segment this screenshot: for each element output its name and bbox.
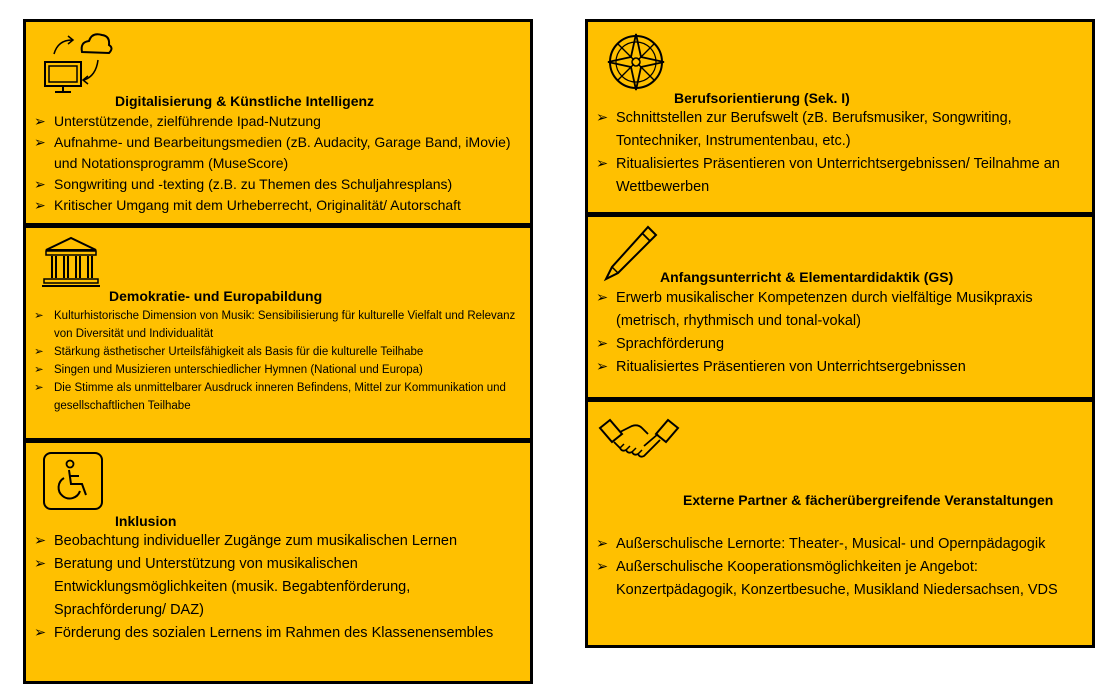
panel-title: Externe Partner & fächerübergreifende Veranstaltungen	[683, 492, 1054, 508]
panel-title: Demokratie- und Europabildung	[109, 288, 323, 304]
arrow-bullet-icon: ➢	[34, 382, 44, 394]
arrow-bullet-icon: ➢	[34, 533, 47, 549]
list-item: ➢ Kritischer Umgang mit dem Urheberrecht, Originalität/ Autorschaft	[32, 195, 524, 216]
panel-demokratie	[26, 228, 530, 438]
list-item: ➢ Beobachtung individueller Zugänge zum musikalischen Lernen	[32, 530, 524, 553]
left-column	[23, 19, 533, 684]
arrow-bullet-icon: ➢	[596, 110, 609, 126]
arrow-bullet-icon: ➢	[596, 336, 609, 352]
list-item: ➢ Ritualisiertes Präsentieren von Unterrichtsergebnissen	[594, 356, 1086, 379]
list-item: ➢ Aufnahme- und Bearbeitungsmedien (zB. Audacity, Garage Band, iMovie) und Notationsprogramm (MuseScore)	[34, 134, 511, 171]
list-item: ➢ Förderung des sozialen Lernens im Rahmen des Klassenensembles	[32, 622, 524, 645]
panel-berufsorientierung	[588, 22, 1092, 212]
arrow-bullet-icon: ➢	[34, 134, 46, 150]
bullet-list	[32, 307, 524, 415]
list-item: ➢ Ritualisiertes Präsentieren von Unterrichtsergebnissen/ Teilnahme an Wettbewerben	[594, 153, 1086, 199]
right-column	[585, 19, 1095, 648]
panel-title: Digitalisierung & Künstliche Intelligenz	[115, 93, 375, 109]
computer-cloud-sync-icon	[42, 28, 114, 96]
arrow-bullet-icon: ➢	[34, 364, 44, 376]
arrow-bullet-icon: ➢	[596, 359, 609, 375]
list-item: ➢ Singen und Musizieren unterschiedlicher Hymnen (National und Europa)	[32, 361, 524, 379]
bullet-list	[32, 111, 524, 216]
list-item: ➢ Unterstützende, zielführende Ipad-Nutzung	[32, 111, 524, 132]
list-item: ➢ Sprachförderung	[594, 333, 1086, 356]
handshake-icon	[598, 414, 680, 472]
arrow-bullet-icon: ➢	[596, 559, 609, 575]
list-item: ➢ Die Stimme als unmittelbarer Ausdruck inneren Befindens, Mittel zur Kommunikation und gesellschaftlichen Teilhabe	[32, 379, 524, 415]
panel-digitalisierung	[26, 22, 530, 223]
classical-building-icon	[42, 236, 100, 288]
arrow-bullet-icon: ➢	[596, 156, 609, 172]
list-item: ➢ Stärkung ästhetischer Urteilsfähigkeit als Basis für die kulturelle Teilhabe	[32, 343, 524, 361]
list-item: ➢ Beratung und Unterstützung von musikalischen Entwicklungsmöglichkeiten (musik. Begabtenförderung, Sprachförderung/ DAZ)	[32, 553, 524, 622]
list-item: ➢ Schnittstellen zur Berufswelt (zB. Berufsmusiker, Songwriting, Tontechniker, Instrumentenbau, etc.)	[594, 107, 1086, 153]
wheelchair-icon	[42, 451, 106, 513]
panel-title: Berufsorientierung (Sek. I)	[674, 90, 850, 106]
arrow-bullet-icon: ➢	[34, 113, 46, 129]
arrow-bullet-icon: ➢	[34, 176, 46, 192]
panel-externe-partner	[588, 402, 1092, 645]
arrow-bullet-icon: ➢	[34, 625, 47, 641]
arrow-bullet-icon: ➢	[34, 346, 44, 358]
list-item: ➢ Songwriting und -texting (z.B. zu Themen des Schuljahresplans)	[32, 174, 524, 195]
bullet-list	[594, 287, 1086, 379]
panel-title: Anfangsunterricht & Elementardidaktik (GS)	[660, 269, 954, 285]
arrow-bullet-icon: ➢	[34, 556, 47, 572]
panel-anfangsunterricht	[588, 217, 1092, 397]
panel-title: Inklusion	[115, 513, 177, 529]
list-item: ➢ Kulturhistorische Dimension von Musik: Sensibilisierung für kulturelle Vielfalt und Relevanz von Diversität und Individualität	[32, 307, 524, 343]
bullet-list	[32, 530, 524, 645]
panel-inklusion	[26, 443, 530, 681]
arrow-bullet-icon: ➢	[596, 290, 609, 306]
pencil-icon	[602, 223, 660, 283]
compass-icon	[604, 30, 668, 94]
list-item: ➢ Außerschulische Kooperationsmöglichkeiten je Angebot: Konzertpädagogik, Konzertbesuche, Musikland Niedersachsen, VDS	[594, 556, 1086, 602]
list-item: ➢ Außerschulische Lernorte: Theater-, Musical- und Opernpädagogik	[594, 533, 1086, 556]
bullet-list	[594, 533, 1086, 602]
arrow-bullet-icon: ➢	[34, 197, 46, 213]
arrow-bullet-icon: ➢	[34, 310, 44, 322]
arrow-bullet-icon: ➢	[596, 536, 609, 552]
list-item: ➢ Erwerb musikalischer Kompetenzen durch vielfältige Musikpraxis (metrisch, rhythmisch und tonal-vokal)	[594, 287, 1086, 333]
bullet-list	[594, 107, 1086, 199]
